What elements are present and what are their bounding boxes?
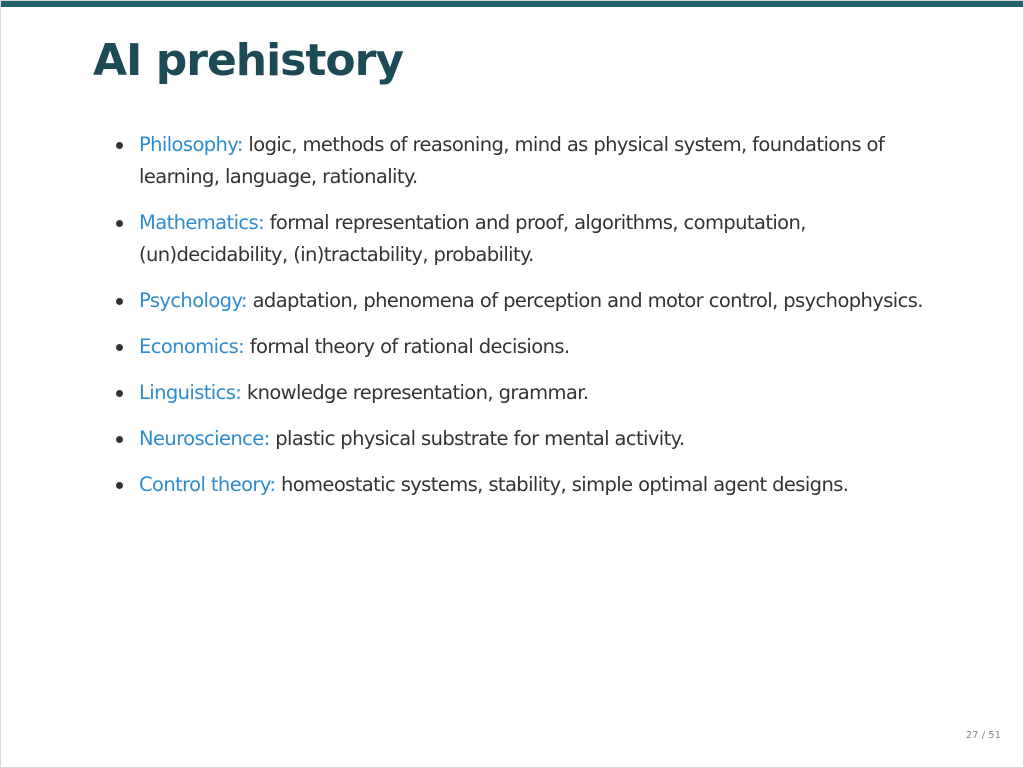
bullet-text: formal representation and proof, algorithms, computation, (un)decidability, (in)tractability, probability. (139, 211, 806, 266)
bullet-dot-icon (116, 436, 123, 443)
bullet-dot-icon (116, 344, 123, 351)
slide-title: AI prehistory (93, 35, 404, 86)
bullet-item-neuroscience (113, 423, 953, 455)
page-number: 27 / 51 (965, 730, 1001, 741)
bullet-item-mathematics (113, 207, 953, 271)
bullet-list (113, 129, 953, 515)
bullet-term: Linguistics: (139, 381, 242, 404)
bullet-text: adaptation, phenomena of perception and motor control, psychophysics. (252, 289, 923, 312)
bullet-item-control-theory (113, 469, 953, 501)
bullet-dot-icon (116, 390, 123, 397)
bullet-term: Economics: (139, 335, 245, 358)
bullet-text: formal theory of rational decisions. (249, 335, 570, 358)
bullet-term: Mathematics: (139, 211, 265, 234)
bullet-text: plastic physical substrate for mental activity. (275, 427, 685, 450)
bullet-item-economics (113, 331, 953, 363)
top-accent-bar (1, 1, 1023, 7)
bullet-text: knowledge representation, grammar. (246, 381, 589, 404)
bullet-term: Control theory: (139, 473, 276, 496)
bullet-dot-icon (116, 142, 123, 149)
bullet-term: Neuroscience: (139, 427, 270, 450)
bullet-item-linguistics (113, 377, 953, 409)
bullet-dot-icon (116, 482, 123, 489)
bullet-item-philosophy (113, 129, 953, 193)
bullet-dot-icon (116, 298, 123, 305)
bullet-term: Psychology: (139, 289, 247, 312)
bullet-item-psychology (113, 285, 953, 317)
bullet-dot-icon (116, 220, 123, 227)
bullet-text: homeostatic systems, stability, simple optimal agent designs. (280, 473, 849, 496)
bullet-text: logic, methods of reasoning, mind as physical system, foundations of learning, language, rationality. (139, 133, 885, 188)
bullet-term: Philosophy: (139, 133, 243, 156)
